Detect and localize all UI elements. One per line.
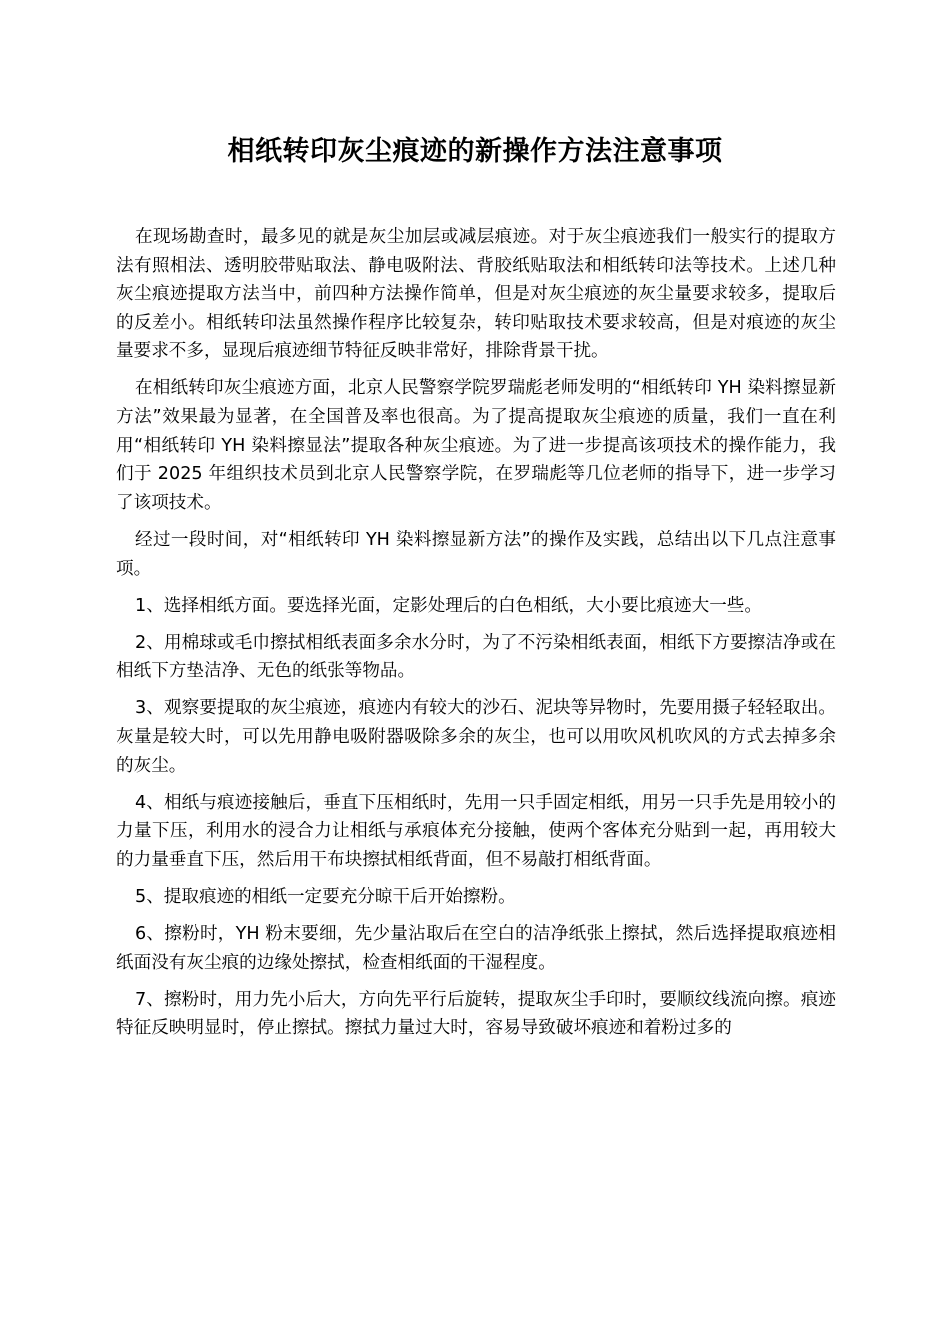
note-item-7: 7、擦粉时，用力先小后大，方向先平行后旋转，提取灰尘手印时，要顺纹线流向擦。痕迹特征反映明显时，停止擦拭。擦拭力量过大时，容易导致破坏痕迹和着粉过多的 xyxy=(116,989,836,1039)
note-item-2: 2、用棉球或毛巾擦拭相纸表面多余水分时，为了不污染相纸表面，相纸下方要擦洁净或在相纸下方垫洁净、无色的纸张等物品。 xyxy=(116,632,836,682)
note-item-5: 5、提取痕迹的相纸一定要充分晾干后开始擦粉。 xyxy=(135,886,516,907)
document-body xyxy=(116,223,836,1051)
paragraph-intro: 在现场勘查时，最多见的就是灰尘加层或减层痕迹。对于灰尘痕迹我们一般实行的提取方法有照相法、透明胶带贴取法、静电吸附法、背胶纸贴取法和相纸转印法等技术。上述几种灰尘痕迹提取方法当中，前四种方法操作简单，但是对灰尘痕迹的灰尘量要求较多，提取后的反差小。相纸转印法虽然操作程序比较复杂，转印贴取技术要求较高，但是对痕迹的灰尘量要求不多，显现后痕迹细节特征反映非常好，排除背景干扰。 xyxy=(116,227,836,362)
note-item-4: 4、相纸与痕迹接触后，垂直下压相纸时，先用一只手固定相纸，用另一只手先是用较小的力量下压，利用水的浸合力让相纸与承痕体充分接触，使两个客体充分贴到一起，再用较大的力量垂直下压，然后用干布块擦拭相纸背面，但不易敲打相纸背面。 xyxy=(116,792,836,870)
paragraph-summary-lead: 经过一段时间，对“相纸转印 YH 染料擦显新方法”的操作及实践，总结出以下几点注意事项。 xyxy=(116,529,836,579)
note-item-1: 1、选择相纸方面。要选择光面，定影处理后的白色相纸，大小要比痕迹大一些。 xyxy=(135,595,762,616)
paragraph-background: 在相纸转印灰尘痕迹方面，北京人民警察学院罗瑞彪老师发明的“相纸转印 YH 染料擦显新方法”效果最为显著，在全国普及率也很高。为了提高提取灰尘痕迹的质量，我们一直在利用“相纸转印 YH 染料擦显法”提取各种灰尘痕迹。为了进一步提高该项技术的操作能力，我们于 2025 年组织技术员到北京人民警察学院，在罗瑞彪等几位老师的指导下，进一步学习了该项技术。 xyxy=(116,378,836,513)
note-item-6: 6、擦粉时，YH 粉末要细，先少量沾取后在空白的洁净纸张上擦拭，然后选择提取痕迹相纸面没有灰尘痕的边缘处擦拭，检查相纸面的干湿程度。 xyxy=(116,924,836,973)
note-item-3: 3、观察要提取的灰尘痕迹，痕迹内有较大的沙石、泥块等异物时，先要用摄子轻轻取出。灰量是较大时，可以先用静电吸附器吸除多余的灰尘，也可以用吹风机吹风的方式去掉多余的灰尘。 xyxy=(116,698,836,776)
document-title: 相纸转印灰尘痕迹的新操作方法注意事项 xyxy=(227,136,723,167)
